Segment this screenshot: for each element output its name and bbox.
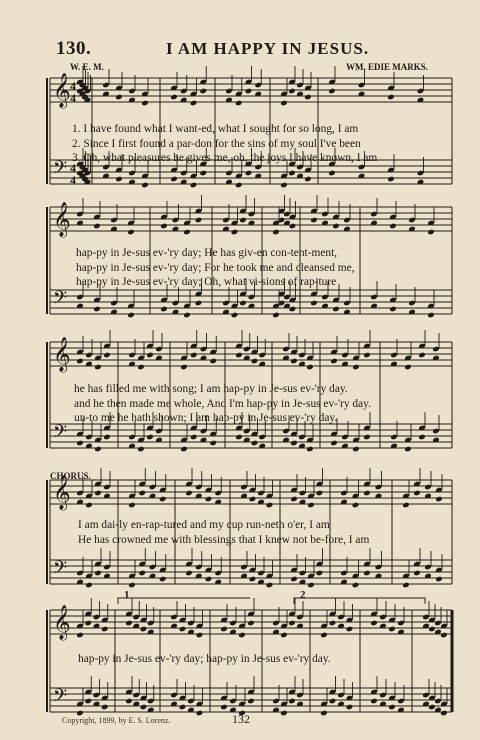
note-head [220, 704, 228, 711]
note-head [352, 364, 360, 371]
note-head [199, 170, 207, 177]
note-head [180, 446, 188, 453]
note-head [387, 94, 395, 101]
note-head [231, 312, 239, 319]
note-head [76, 358, 84, 365]
treble-clef-icon: 𝄞 [53, 337, 71, 372]
note-head [247, 698, 255, 705]
note-head [310, 217, 318, 224]
note-head [290, 496, 298, 503]
time-signature-top: 4 [70, 161, 76, 175]
note-head [251, 358, 259, 365]
note-head [370, 620, 378, 627]
note-head [137, 364, 145, 371]
note-head [329, 698, 337, 705]
note-head [141, 182, 149, 189]
note-head [266, 582, 274, 589]
note-head [209, 440, 217, 447]
note-head [138, 490, 146, 497]
note-head [328, 88, 336, 95]
lyrics-system-2 [76, 246, 355, 290]
note-head [196, 632, 204, 639]
second-ending-bracket [294, 598, 425, 604]
note-head [115, 176, 123, 183]
note-head [235, 182, 243, 189]
note-head [190, 352, 198, 359]
note-head [428, 704, 436, 711]
treble-clef-icon: 𝄞 [53, 475, 71, 510]
note-head [363, 570, 371, 577]
note-head [231, 229, 239, 236]
note-head [413, 490, 421, 497]
note-head [125, 698, 133, 705]
note-head [146, 434, 154, 441]
lyric-chorus-1: I am dai-ly en-rap-tured and my cup run-neth o'er, I am [78, 519, 330, 531]
note-head [272, 312, 280, 319]
page-number: 132 [232, 712, 250, 726]
note-head [249, 496, 257, 503]
note-head [306, 446, 314, 453]
note-head [332, 223, 340, 230]
note-head [440, 710, 448, 717]
copyright-notice: Copyright, 1899, by E. S. Lorenz. [62, 716, 171, 725]
note-head [84, 698, 92, 705]
note-head [239, 300, 247, 307]
note-head [85, 502, 93, 509]
hymn-number: 130. [56, 38, 92, 59]
note-head [402, 582, 410, 589]
note-head [76, 632, 84, 639]
note-head [179, 626, 187, 633]
note-head [418, 352, 426, 359]
lyric-final: hap-py in Je-sus ev-'ry day; hap-py in Je-sus ev-'ry day. [78, 653, 331, 665]
lyric-verse-3: hap-py in Je-sus ev-'ry day; Oh, what vi-sions of rap-ture [76, 276, 337, 289]
note-head [280, 710, 288, 717]
note-head [289, 223, 297, 230]
note-head [115, 94, 123, 101]
note-head [94, 570, 102, 577]
note-head [404, 446, 412, 453]
note-head [251, 440, 259, 447]
note-head [290, 440, 298, 447]
note-head [306, 364, 314, 371]
note-head [190, 100, 198, 107]
second-ending-number: 2 [300, 589, 306, 601]
note-head [389, 306, 397, 313]
hymn-title: I AM HAPPY IN JESUS. [166, 39, 370, 58]
note-head [190, 434, 198, 441]
note-head [238, 632, 246, 639]
note-head [387, 176, 395, 183]
note-head [245, 88, 253, 95]
note-head [170, 94, 178, 101]
lyric-verse-1: 1. I have found what I want-ed, what I sought for so long, I am [72, 123, 359, 135]
note-head [195, 300, 203, 307]
words-credit: W. E. M. [70, 62, 104, 72]
bass-clef-icon: 𝄢 [53, 558, 68, 583]
lyric-verse-1: hap-py in Je-sus ev-'ry day; He has giv-en con-tent-ment, [76, 247, 338, 259]
lyrics-system-5 [78, 652, 331, 667]
lyric-chorus-2: He has crowned me with blessings that I knew not be-fore, I am [78, 533, 370, 546]
treble-clef-icon: 𝄞 [53, 605, 71, 640]
note-head [388, 704, 396, 711]
first-ending-bracket [118, 598, 250, 604]
note-head [235, 352, 243, 359]
note-head [320, 632, 328, 639]
note-head [346, 626, 354, 633]
note-head [307, 502, 315, 509]
note-head [209, 358, 217, 365]
note-head [199, 88, 207, 95]
lyrics-chorus [78, 518, 369, 547]
note-head [288, 620, 296, 627]
note-head [280, 182, 288, 189]
note-head [205, 496, 213, 503]
note-head [352, 446, 360, 453]
note-head [316, 490, 324, 497]
note-head [127, 312, 135, 319]
note-head [249, 576, 257, 583]
note-head [304, 94, 312, 101]
note-head [183, 229, 191, 236]
note-head [388, 626, 396, 633]
note-head [404, 364, 412, 371]
note-head [427, 312, 435, 319]
note-head [180, 364, 188, 371]
note-head [413, 570, 421, 577]
note-head [94, 364, 102, 371]
note-head [94, 446, 102, 453]
note-head [435, 576, 443, 583]
note-head [310, 300, 318, 307]
note-head [290, 576, 298, 583]
lyric-verse-1: he has filled me with song; I am hap-py in Je-sus ev-'ry day. [74, 383, 348, 395]
bass-clef-icon: 𝄢 [53, 686, 68, 711]
note-head [330, 440, 338, 447]
treble-clef-icon: 𝄞 [53, 202, 71, 237]
note-head [402, 502, 410, 509]
note-head [332, 306, 340, 313]
note-head [288, 698, 296, 705]
note-head [307, 582, 315, 589]
note-head [320, 710, 328, 717]
note-head [328, 170, 336, 177]
note-head [352, 582, 360, 589]
note-head [428, 626, 436, 633]
note-head [159, 576, 167, 583]
note-head [137, 446, 145, 453]
note-head [160, 223, 168, 230]
note-head [235, 434, 243, 441]
note-head [140, 626, 148, 633]
note-head [280, 100, 288, 107]
music-credit: WM. EDIE MARKS. [346, 62, 429, 72]
note-head [329, 620, 337, 627]
note-head [146, 352, 154, 359]
lyrics-system-3 [74, 382, 371, 426]
note-head [205, 576, 213, 583]
note-head [183, 312, 191, 319]
note-head [101, 626, 109, 633]
note-head [239, 217, 247, 224]
first-ending-number: 1 [124, 589, 130, 601]
treble-clef-icon: 𝄞 [53, 73, 71, 108]
note-head [128, 582, 136, 589]
note-head [140, 704, 148, 711]
lyric-verse-2: and he then made me whole, And I'm hap-py in Je-sus ev-'ry day. [74, 397, 371, 410]
lyric-verse-3: 3. Oh, what pleasures he gives me, oh, the joys I have known, I am [72, 152, 378, 165]
note-head [185, 570, 193, 577]
time-signature-bottom: 4 [70, 91, 76, 105]
note-head [363, 352, 371, 359]
lyric-verse-3: un-to me he hath shown; I am hap-py in Je-sus ev-'ry day. [74, 412, 338, 425]
note-head [289, 306, 297, 313]
note-head [427, 229, 435, 236]
note-head [103, 352, 111, 359]
note-head [94, 490, 102, 497]
note-head [346, 704, 354, 711]
note-head [160, 306, 168, 313]
bass-clef-icon: 𝄢 [53, 158, 68, 183]
note-head [84, 620, 92, 627]
note-head [141, 100, 149, 107]
note-head [190, 182, 198, 189]
note-head [352, 502, 360, 509]
note-head [235, 100, 243, 107]
note-head [101, 704, 109, 711]
note-head [288, 88, 296, 95]
note-head [245, 170, 253, 177]
note-head [435, 496, 443, 503]
note-head [272, 229, 280, 236]
note-head [266, 502, 274, 509]
note-head [127, 229, 135, 236]
note-head [316, 570, 324, 577]
note-head [93, 306, 101, 313]
note-head [304, 176, 312, 183]
time-signature-top: 4 [70, 79, 76, 93]
lyric-verse-2: hap-py in Je-sus ev-'ry day; For he took me and cleansed me, [76, 261, 355, 274]
note-head [370, 698, 378, 705]
note-head [128, 502, 136, 509]
note-head [247, 620, 255, 627]
note-head [363, 434, 371, 441]
note-head [196, 710, 204, 717]
bass-clef-icon: 𝄢 [53, 288, 68, 313]
note-head [125, 620, 133, 627]
time-signature-bottom: 4 [70, 173, 76, 187]
lyric-verse-2: 2. Since I first found a par-don for the sins of my soul I've been [72, 137, 361, 150]
note-head [440, 632, 448, 639]
note-head [103, 434, 111, 441]
note-head [185, 490, 193, 497]
note-head [138, 570, 146, 577]
note-head [179, 704, 187, 711]
note-head [159, 496, 167, 503]
note-head [330, 358, 338, 365]
note-head [85, 582, 93, 589]
note-head [76, 440, 84, 447]
note-head [389, 223, 397, 230]
lyrics-system-1 [72, 122, 377, 166]
chorus-label: CHORUS. [50, 471, 91, 481]
note-head [220, 626, 228, 633]
note-head [290, 358, 298, 365]
note-head [195, 217, 203, 224]
note-head [93, 223, 101, 230]
note-head [170, 176, 178, 183]
note-head [418, 434, 426, 441]
note-head [280, 632, 288, 639]
note-head [363, 490, 371, 497]
bass-clef-icon: 𝄢 [53, 422, 68, 447]
note-head [288, 170, 296, 177]
